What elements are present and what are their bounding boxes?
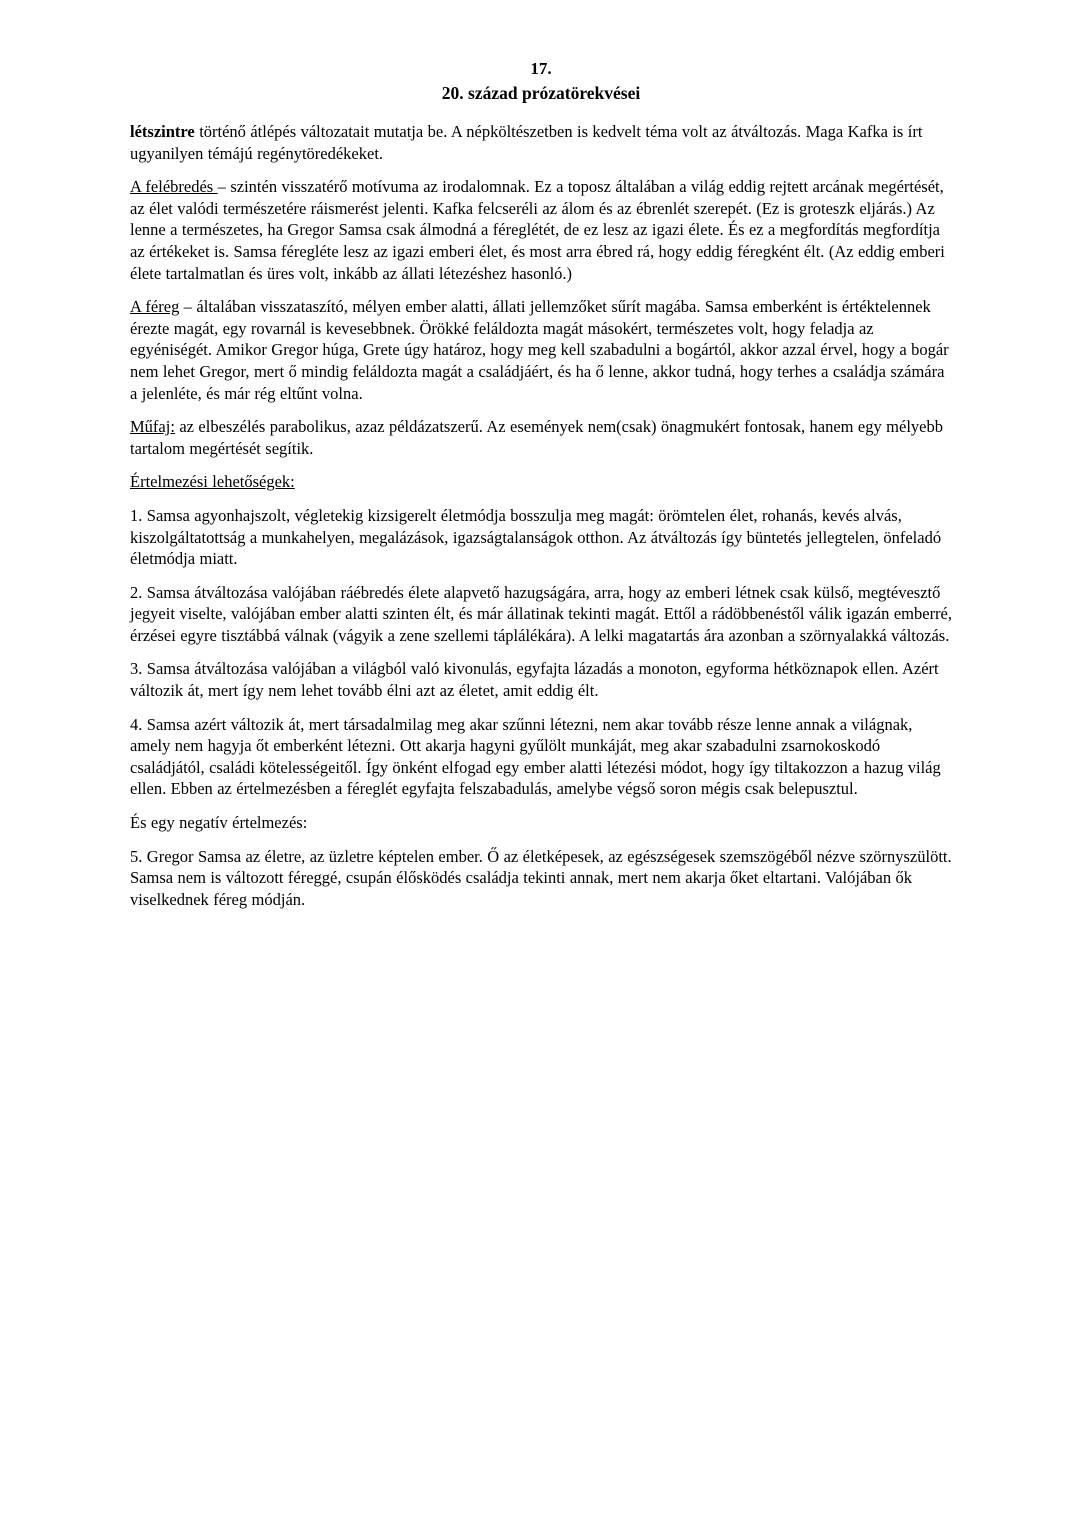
paragraph-lead-bold: létszintre [130, 122, 195, 141]
paragraph-lead-underline: A felébredés [130, 177, 218, 197]
section-heading-text: Értelmezési lehetőségek: [130, 472, 295, 492]
paragraph-text: 3. Samsa átváltozása valójában a világból való kivonulás, egyfajta lázadás a monoton, egyforma hétköznapok ellen. Azért változik át, mert így nem lehet tovább élni azt az életet, amit eddig élt. [130, 659, 939, 701]
interpretation-5 [130, 846, 952, 911]
paragraph-text: 4. Samsa azért változik át, mert társadalmilag meg akar szűnni létezni, nem akar tovább része lenne annak a világnak, amely nem hagyja őt emberként létezni. Ott akarja hagyni gyűlölt munkáját, meg akar szabadulni zsarnokoskodó családjától, családi kötelességeitől. Így önként elfogad egy ember alatti létezési módot, hogy így tiltakozzon a hazug világ ellen. Ebben az értelmezésben a féreglét egyfajta felszabadulás, amelybe végső soron mégis csak belepusztul. [130, 714, 941, 799]
paragraph-lead-underline: Műfaj: [130, 417, 175, 437]
paragraph-lead-underline: A féreg [130, 297, 180, 317]
paragraph-fereg [130, 296, 952, 404]
negative-interpretation-intro [130, 812, 952, 834]
paragraph-text: – általában visszataszító, mélyen ember alatti, állati jellemzőket sűrít magába. Samsa emberként is értéktelennek érezte magát, egy rovarnál is kevesebbnek. Örökké feláldozta magát másokért, természetes volt, hogy feladja az egyéniségét. Amikor Gregor húga, Grete úgy határoz, hogy meg kell szabadulni a bogártól, akkor azzal érvel, hogy a bogár nem lehet Gregor, mert ő mindig feláldozta magát a családjáért, és ha ő lenne, akkor tudná, hogy terhes a családja számára a jelenléte, és már rég eltűnt volna. [130, 297, 949, 403]
paragraph-text: az elbeszélés parabolikus, azaz példázatszerű. Az események nem(csak) önagmukért fontosak, hanem egy mélyebb tartalom megértését segítik. [130, 417, 943, 458]
paragraph-text: 5. Gregor Samsa az életre, az üzletre képtelen ember. Ő az életképesek, az egészségesek szemszögéből nézve szörnyszülött. Samsa nem is változott féreggé, csupán élősködés családja tekinti annak, mert nem akarja őket eltartani. Valójában ők viselkednek féreg módján. [130, 846, 952, 909]
paragraph-text: történő átlépés változatait mutatja be. A népköltészetben is kedvelt téma volt az átváltozás. Maga Kafka is írt ugyanilyen témájú regénytöredékeket. [130, 122, 923, 163]
paragraph-felebredes [130, 176, 952, 284]
page-number: 17. [530, 59, 552, 78]
paragraph-text: 2. Samsa átváltozása valójában ráébredés élete alapvető hazugságára, arra, hogy az emberi létnek csak külső, megtévesztő jegyeit viselte, valójában ember alatti szinten élt, és már állatinak tekinti magát. Ettől a rádöbbenéstől válik igazán emberré, érzései egyre tisztábbá válnak (vágyik a zene szellemi táplálékára). A lelki magatartás ára azonban a szörnyalakká változás. [130, 582, 953, 645]
interpretation-3 [130, 658, 952, 701]
interpretation-1 [130, 505, 952, 570]
paragraph-text: – szintén visszatérő motívuma az irodalomnak. Ez a toposz általában a világ eddig rejtett arcának megértését, az élet valódi természetére ráismerést jelenti. Kafka felcseréli az álom és az ébrenlét szerepét. (Ez is groteszk eljárás.) Az lenne a természetes, ha Gregor Samsa csak álmodná a féreglétét, de ez lesz az igazi élete. És ez a megfordítás megfordítja az értékeket is. Samsa féregléte lesz az igazi emberi élet, és most arra ébred rá, hogy eddig féregként élt. (Az eddig emberi élete tartalmatlan és üres volt, inkább az állati létezéshez hasonló.) [130, 177, 945, 283]
interpretation-4 [130, 714, 952, 800]
interpretation-2 [130, 582, 952, 647]
paragraph-letszintre [130, 121, 952, 164]
paragraph-mufaj [130, 416, 952, 459]
document-title: 20. század prózatörekvései [441, 83, 641, 103]
paragraph-text: 1. Samsa agyonhajszolt, végletekig kizsigerelt életmódja bosszulja meg magát: örömtelen élet, rohanás, kevés alvás, kiszolgáltatottság a munkahelyen, megalázások, igazságtalanságok otthon. Az átváltozás így büntetés jellegtelen, önfeladó életmódja miatt. [130, 505, 942, 569]
section-heading-ertelmezesi [130, 471, 952, 493]
paragraph-text: És egy negatív értelmezés: [130, 813, 308, 833]
